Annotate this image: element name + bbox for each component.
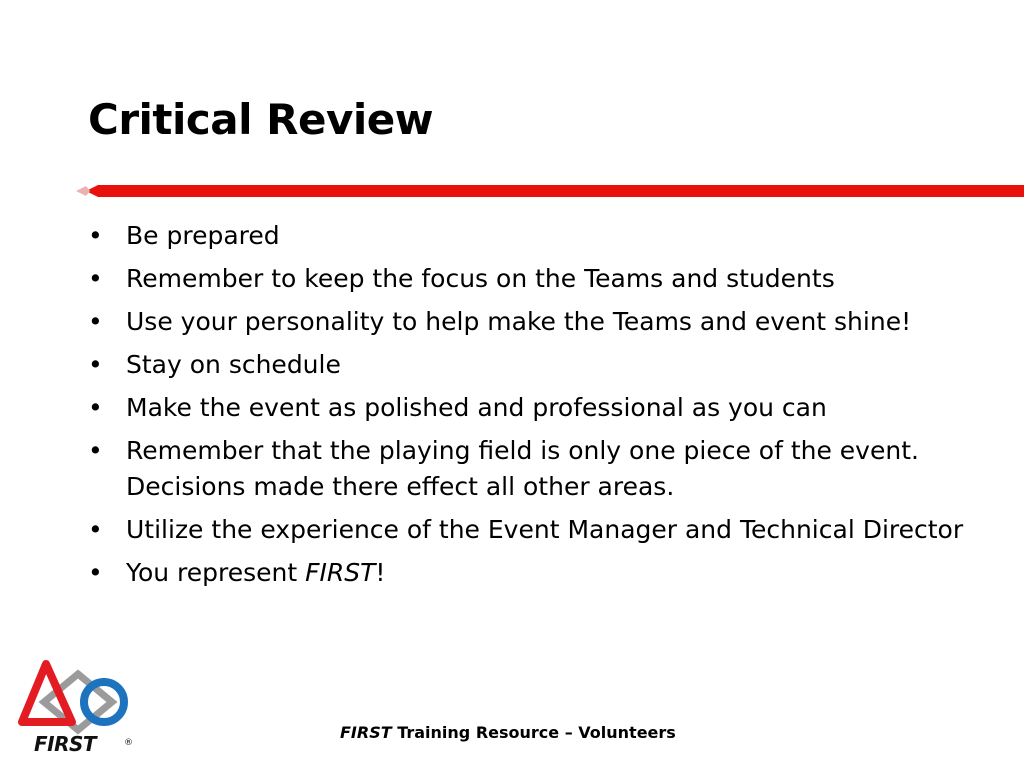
list-item [88, 390, 988, 426]
footer-text: Training Resource – Volunteers [391, 723, 676, 742]
list-item [88, 433, 988, 505]
list-item [88, 261, 988, 297]
bullet-list [88, 218, 988, 598]
bullet-text: Use your personality to help make the Teams and event shine! [126, 307, 912, 336]
bullet-marker: • [88, 264, 103, 293]
list-item [88, 218, 988, 254]
bullet-marker: • [88, 350, 103, 379]
first-logo [16, 656, 140, 760]
registered-mark: ® [124, 738, 133, 748]
slide-title: Critical Review [88, 95, 434, 144]
bullet-text-prefix: You represent [126, 558, 306, 587]
bullet-text: Utilize the experience of the Event Manager and Technical Director [126, 515, 964, 544]
bullet-marker: • [88, 436, 103, 465]
bullet-marker: • [88, 307, 103, 336]
title-underline-rule [76, 184, 1024, 198]
bullet-emphasis: FIRST [305, 558, 376, 587]
bullet-marker: • [88, 558, 103, 587]
list-item [88, 555, 988, 591]
bullet-marker: • [88, 515, 103, 544]
bullet-text: Be prepared [126, 221, 280, 250]
bullet-marker: • [88, 393, 103, 422]
bullet-text-suffix: ! [375, 558, 386, 587]
list-item [88, 512, 988, 548]
list-item [88, 304, 988, 340]
logo-wordmark: FIRST [34, 732, 97, 756]
list-item [88, 347, 988, 383]
bullet-marker: • [88, 221, 103, 250]
bullet-text: Remember to keep the focus on the Teams and students [126, 264, 835, 293]
bullet-text: Make the event as polished and professional as you can [126, 393, 827, 422]
slide-footer [340, 723, 676, 742]
footer-emphasis: FIRST [340, 723, 392, 742]
bullet-text: Remember that the playing field is only one piece of the event. Decisions made there effect all other areas. [126, 436, 919, 501]
bullet-text: Stay on schedule [126, 350, 341, 379]
